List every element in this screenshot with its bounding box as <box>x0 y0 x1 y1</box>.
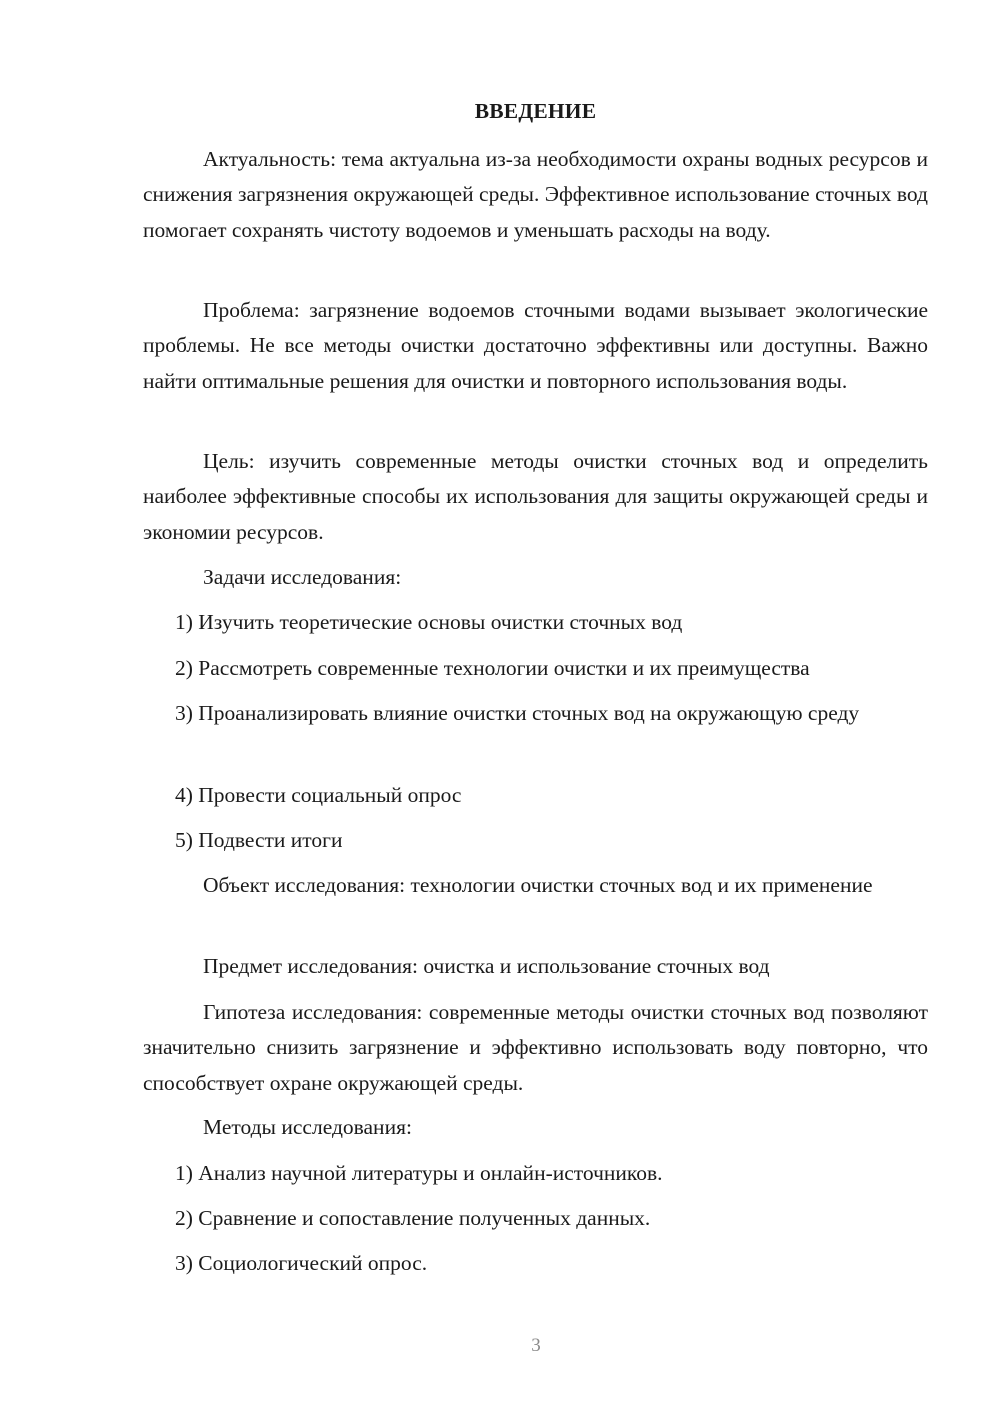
task-item-5: 5) Подвести итоги <box>175 828 343 852</box>
object-paragraph: Объект исследования: технологии очистки сточных вод и их применение <box>203 873 873 897</box>
subject-paragraph: Предмет исследования: очистка и использование сточных вод <box>203 954 770 978</box>
method-item-2: 2) Сравнение и сопоставление полученных данных. <box>175 1206 651 1230</box>
tasks-heading: Задачи исследования: <box>203 565 402 589</box>
page-title: ВВЕДЕНИЕ <box>474 99 597 123</box>
page-number: 3 <box>531 1335 541 1356</box>
goal-paragraph: Цель: изучить современные методы очистки сточных вод и определить наиболее эффективные способы их использования для защиты окружающей среды и экономии ресурсов. <box>143 449 928 544</box>
method-item-1: 1) Анализ научной литературы и онлайн-источников. <box>175 1161 663 1185</box>
task-item-3: 3) Проанализировать влияние очистки сточных вод на окружающую среду <box>175 701 860 725</box>
task-item-1: 1) Изучить теоретические основы очистки сточных вод <box>175 610 683 634</box>
methods-heading: Методы исследования: <box>203 1115 412 1139</box>
method-item-3: 3) Социологический опрос. <box>175 1251 428 1275</box>
task-item-4: 4) Провести социальный опрос <box>175 783 462 807</box>
hypothesis-paragraph: Гипотеза исследования: современные методы очистки сточных вод позволяют значительно снизить загрязнение и эффективно использовать воду повторно, что способствует охране окружающей среды. <box>143 1000 928 1095</box>
relevance-paragraph: Актуальность: тема актуальна из-за необходимости охраны водных ресурсов и снижения загрязнения окружающей среды. Эффективное использование сточных вод помогает сохранять чистоту водоемов и уменьшать расходы на воду. <box>143 147 928 242</box>
problem-paragraph: Проблема: загрязнение водоемов сточными водами вызывает экологические проблемы. Не все методы очистки достаточно эффективны или доступны. Важно найти оптимальные решения для очистки и повторного использования воды. <box>143 298 928 393</box>
task-item-2: 2) Рассмотреть современные технологии очистки и их преимущества <box>175 656 810 680</box>
